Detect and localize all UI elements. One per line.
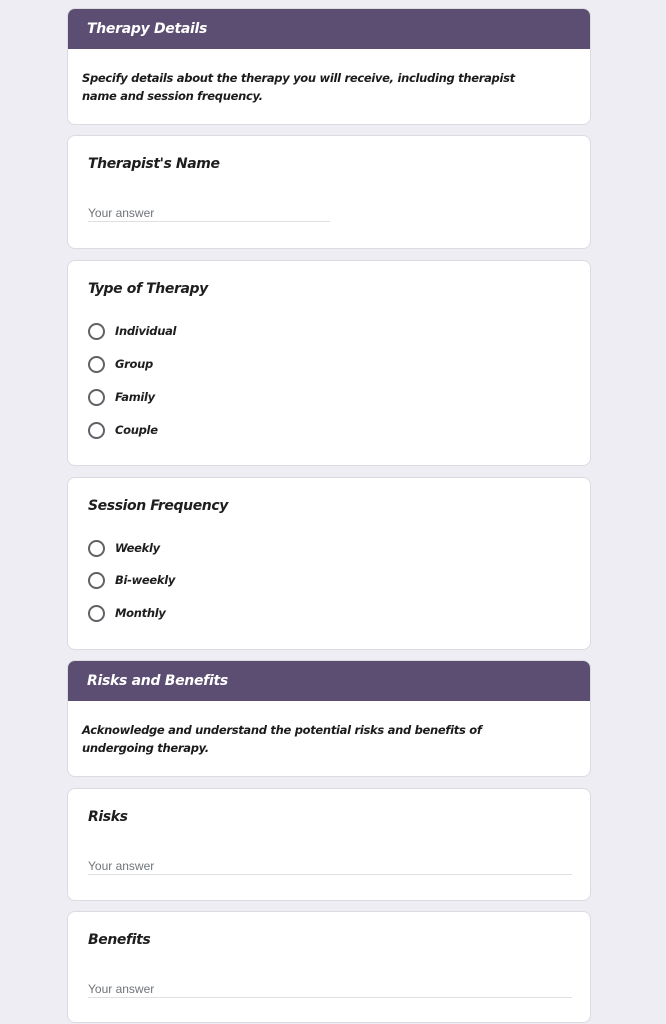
radio-circle-icon[interactable]: [88, 540, 105, 557]
question-title-session-frequency: Session Frequency: [88, 498, 229, 514]
question-title-benefits: Benefits: [88, 932, 151, 948]
question-card-benefits: [67, 911, 591, 1023]
question-title-therapist-name: Therapist's Name: [88, 156, 220, 172]
radio-option-bi-weekly[interactable]: [88, 570, 175, 590]
radio-label: Family: [115, 390, 155, 404]
section-card-risks-and-benefits: [67, 660, 591, 777]
radio-circle-icon[interactable]: [88, 389, 105, 406]
question-title-type-of-therapy: Type of Therapy: [88, 281, 208, 297]
question-card-therapist-name: [67, 135, 591, 249]
radio-option-group[interactable]: [88, 354, 153, 374]
radio-label: Group: [115, 357, 153, 371]
radio-label: Weekly: [115, 541, 160, 555]
radio-label: Individual: [115, 324, 177, 338]
radio-option-couple[interactable]: [88, 420, 158, 440]
risks-input[interactable]: [88, 857, 572, 875]
question-card-type-of-therapy: [67, 260, 591, 466]
radio-circle-icon[interactable]: [88, 605, 105, 622]
radio-circle-icon[interactable]: [88, 422, 105, 439]
section-description-risks-and-benefits: Acknowledge and understand the potential risks and benefits of undergoing therapy.: [82, 723, 482, 755]
radio-circle-icon[interactable]: [88, 323, 105, 340]
section-card-therapy-details: [67, 8, 591, 125]
radio-option-individual[interactable]: [88, 321, 176, 341]
radio-circle-icon[interactable]: [88, 572, 105, 589]
section-description-therapy-details: Specify details about the therapy you will receive, including therapist name and session frequency.: [82, 71, 515, 103]
radio-circle-icon[interactable]: [88, 356, 105, 373]
question-card-session-frequency: [67, 477, 591, 650]
radio-option-weekly[interactable]: [88, 538, 160, 558]
benefits-input[interactable]: [88, 980, 572, 998]
question-title-risks: Risks: [88, 809, 128, 825]
question-card-risks: [67, 788, 591, 901]
radio-option-family[interactable]: [88, 387, 155, 407]
therapist-name-input[interactable]: [88, 204, 330, 222]
section-header-risks-and-benefits: Risks and Benefits: [68, 661, 590, 701]
radio-label: Monthly: [115, 606, 166, 620]
radio-label: Couple: [115, 423, 158, 437]
section-header-therapy-details: Therapy Details: [68, 9, 590, 49]
radio-label: Bi-weekly: [115, 573, 176, 587]
radio-option-monthly[interactable]: [88, 603, 166, 623]
